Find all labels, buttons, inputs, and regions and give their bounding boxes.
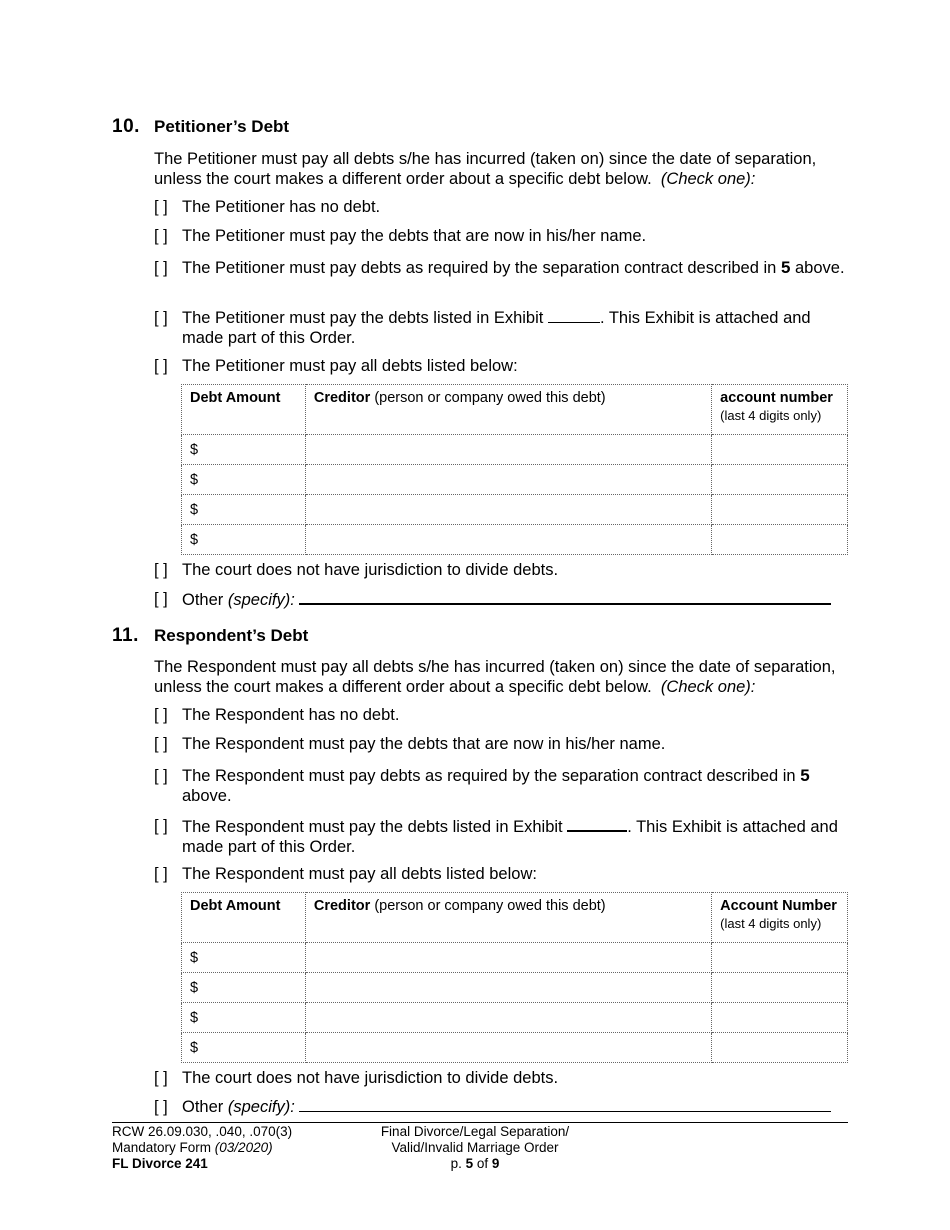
exhibit-blank[interactable]	[548, 308, 600, 323]
checkbox[interactable]: [ ]	[154, 561, 168, 579]
option-debts-in-name[interactable]	[154, 226, 854, 246]
exhibit-blank[interactable]	[567, 816, 627, 832]
checkbox[interactable]: [ ]	[154, 259, 168, 277]
option-text: . This Exhibit is attached and made part of this Order.	[182, 818, 838, 856]
option-label: The court does not have jurisdiction to divide debts.	[182, 561, 559, 579]
creditor-cell[interactable]	[305, 495, 711, 525]
other-specify-field[interactable]	[299, 1097, 831, 1112]
section-title: Respondent’s Debt	[154, 626, 309, 645]
option-text: The Respondent must pay the debts listed in Exhibit	[182, 818, 563, 836]
footer-form-info	[112, 1124, 292, 1172]
checkbox[interactable]: [ ]	[154, 309, 168, 327]
debt-amount-cell[interactable]: $	[182, 495, 306, 525]
other-specify-field[interactable]	[299, 589, 831, 605]
creditor-cell[interactable]	[305, 465, 711, 495]
section-11-heading	[112, 625, 308, 647]
account-number-cell[interactable]	[712, 525, 848, 555]
option-label	[182, 1097, 854, 1117]
checkbox[interactable]: [ ]	[154, 865, 168, 883]
section-10-intro	[154, 149, 854, 189]
option-listed-below[interactable]	[154, 864, 854, 884]
section-reference: 5	[780, 258, 791, 277]
option-exhibit[interactable]	[154, 308, 854, 348]
checkbox[interactable]: [ ]	[154, 817, 168, 835]
header-creditor: Creditor (person or company owed this debt)	[305, 893, 711, 943]
section-number: 11.	[112, 625, 139, 646]
option-text: above.	[795, 259, 845, 277]
account-number-cell[interactable]	[712, 973, 848, 1003]
rcw-citation: RCW 26.09.030, .040, .070(3)	[112, 1124, 293, 1139]
option-label	[182, 258, 854, 278]
section-10-heading	[112, 116, 289, 138]
option-separation-contract[interactable]	[154, 766, 854, 806]
respondent-debt-table	[181, 892, 848, 1063]
option-no-jurisdiction[interactable]	[154, 1068, 854, 1088]
creditor-cell[interactable]	[305, 525, 711, 555]
check-one-note: (Check one):	[660, 678, 756, 696]
checkbox[interactable]: [ ]	[154, 590, 168, 608]
petitioner-debt-table	[181, 384, 848, 555]
creditor-cell[interactable]	[305, 435, 711, 465]
section-reference: 5	[800, 766, 810, 785]
option-label	[182, 816, 854, 857]
section-11-intro	[154, 657, 854, 697]
option-debts-in-name[interactable]	[154, 734, 854, 754]
account-number-cell[interactable]	[712, 1033, 848, 1063]
option-text: Other	[182, 1098, 224, 1116]
option-text: The Petitioner must pay debts as required by the separation contract described in	[182, 259, 777, 277]
option-text: Other	[182, 591, 224, 609]
option-listed-below[interactable]	[154, 356, 854, 376]
checkbox[interactable]: [ ]	[154, 198, 168, 216]
option-label	[182, 589, 854, 610]
checkbox[interactable]: [ ]	[154, 767, 168, 785]
checkbox[interactable]: [ ]	[154, 357, 168, 375]
debt-amount-cell[interactable]: $	[182, 525, 306, 555]
intro-text: The Petitioner must pay all debts s/he has incurred (taken on) since the date of separation, unless the court makes a different order about a specific debt below.	[154, 150, 817, 188]
option-label: The Petitioner has no debt.	[182, 198, 381, 216]
page-number: p. 5 of 9	[450, 1156, 500, 1171]
account-number-cell[interactable]	[712, 465, 848, 495]
option-label: The Petitioner must pay all debts listed below:	[182, 357, 518, 375]
table-row	[182, 435, 848, 465]
header-account-number: account number (last 4 digits only)	[712, 385, 848, 435]
header-debt-amount: Debt Amount	[182, 385, 306, 435]
table-row	[182, 495, 848, 525]
section-number: 10.	[112, 116, 140, 137]
creditor-cell[interactable]	[305, 1033, 711, 1063]
debt-amount-cell[interactable]: $	[182, 435, 306, 465]
option-other[interactable]	[154, 589, 854, 610]
table-row	[182, 943, 848, 973]
debt-amount-cell[interactable]: $	[182, 465, 306, 495]
checkbox[interactable]: [ ]	[154, 735, 168, 753]
option-label: The Respondent must pay all debts listed below:	[182, 865, 537, 883]
option-text: above.	[182, 787, 232, 805]
option-exhibit[interactable]	[154, 816, 854, 857]
form-title-line: Valid/Invalid Marriage Order	[391, 1140, 559, 1155]
specify-note: (specify):	[227, 1098, 295, 1116]
debt-amount-cell[interactable]: $	[182, 1033, 306, 1063]
option-text: The Petitioner must pay the debts listed in Exhibit	[182, 309, 544, 327]
check-one-note: (Check one):	[660, 170, 756, 188]
account-number-cell[interactable]	[712, 1003, 848, 1033]
account-number-cell[interactable]	[712, 495, 848, 525]
form-id: FL Divorce 241	[112, 1156, 208, 1171]
option-no-jurisdiction[interactable]	[154, 560, 854, 580]
debt-amount-cell[interactable]: $	[182, 973, 306, 1003]
creditor-cell[interactable]	[305, 943, 711, 973]
option-label	[182, 308, 854, 348]
table-row	[182, 973, 848, 1003]
account-number-cell[interactable]	[712, 943, 848, 973]
header-creditor: Creditor (person or company owed this debt)	[305, 385, 711, 435]
option-no-debt[interactable]	[154, 197, 854, 217]
intro-text: The Respondent must pay all debts s/he has incurred (taken on) since the date of separation, unless the court makes a different order about a specific debt below.	[154, 658, 836, 696]
table-row	[182, 1003, 848, 1033]
option-label: The Respondent must pay the debts that are now in his/her name.	[182, 735, 666, 753]
debt-amount-cell[interactable]: $	[182, 943, 306, 973]
form-title-line: Final Divorce/Legal Separation/	[380, 1124, 570, 1139]
table-row	[182, 1033, 848, 1063]
debt-amount-cell[interactable]: $	[182, 1003, 306, 1033]
footer-rule	[112, 1122, 848, 1123]
table-header-row	[182, 893, 848, 943]
section-title: Petitioner’s Debt	[154, 117, 290, 136]
table-header-row	[182, 385, 848, 435]
option-label: The court does not have jurisdiction to divide debts.	[182, 1069, 559, 1087]
specify-note: (specify):	[227, 591, 295, 609]
option-label	[182, 766, 854, 806]
account-number-cell[interactable]	[712, 435, 848, 465]
creditor-cell[interactable]	[305, 1003, 711, 1033]
checkbox[interactable]: [ ]	[154, 1098, 168, 1116]
mandatory-form-line: Mandatory Form (03/2020)	[112, 1140, 273, 1155]
checkbox[interactable]: [ ]	[154, 706, 168, 724]
creditor-cell[interactable]	[305, 973, 711, 1003]
header-debt-amount: Debt Amount	[182, 893, 306, 943]
option-text: The Respondent must pay debts as required by the separation contract described in	[182, 767, 796, 785]
option-other[interactable]	[154, 1097, 854, 1117]
footer-form-title	[345, 1124, 605, 1172]
table-row	[182, 465, 848, 495]
option-separation-contract[interactable]	[154, 258, 854, 278]
header-account-number: Account Number (last 4 digits only)	[712, 893, 848, 943]
checkbox[interactable]: [ ]	[154, 1069, 168, 1087]
option-text: . This Exhibit is attached and made part of this Order.	[182, 309, 811, 347]
option-no-debt[interactable]	[154, 705, 854, 725]
option-label: The Petitioner must pay the debts that are now in his/her name.	[182, 227, 647, 245]
option-label: The Respondent has no debt.	[182, 706, 400, 724]
table-row	[182, 525, 848, 555]
checkbox[interactable]: [ ]	[154, 227, 168, 245]
